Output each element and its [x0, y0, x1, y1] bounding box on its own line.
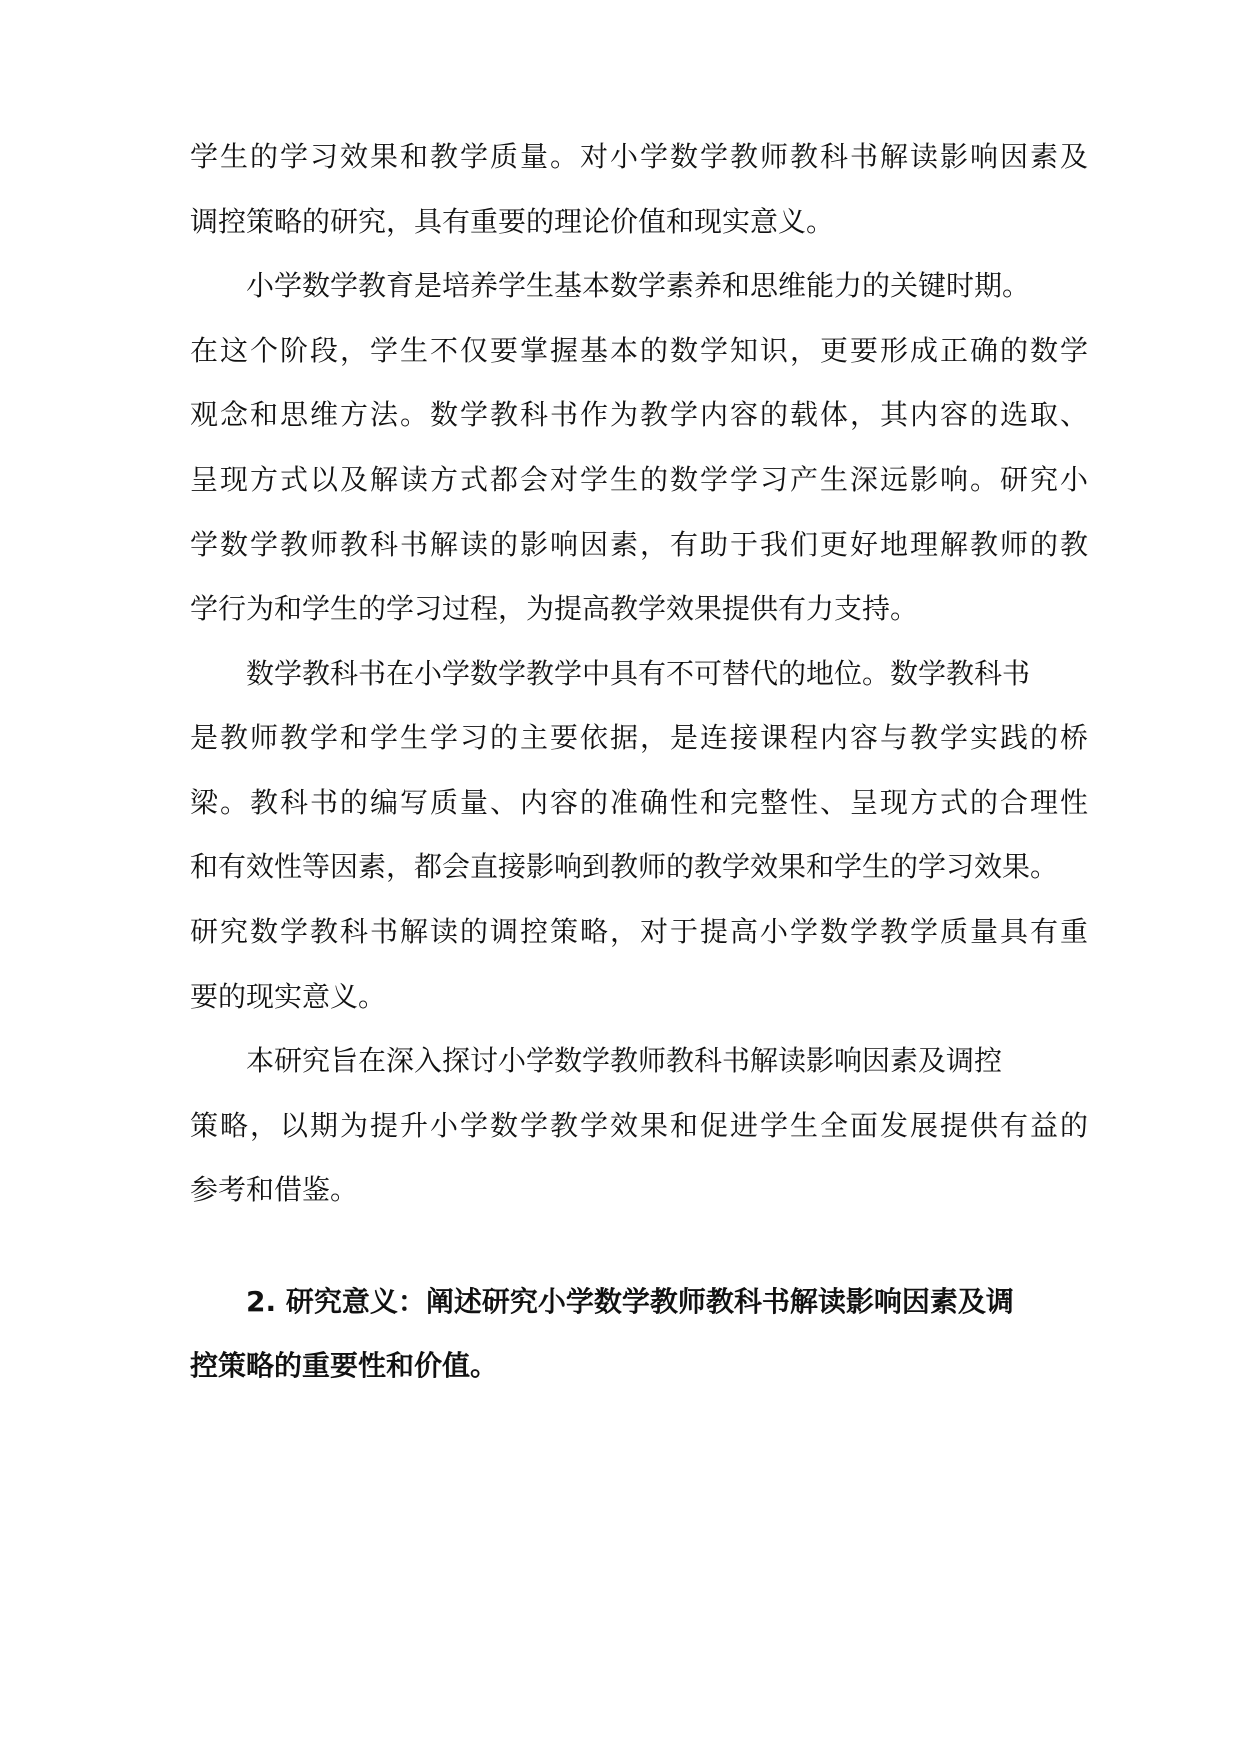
- section-heading-line-2: 控策略的重要性和价值。: [190, 1349, 499, 1382]
- paragraph-line: 小学数学教育是培养学生基本数学素养和思维能力的关键时期。: [246, 269, 1031, 302]
- paragraph-line: 要的现实意义。: [190, 980, 387, 1013]
- paragraph-line: 呈现方式以及解读方式都会对学生的数学学习产生深远影响。研究小: [190, 463, 1091, 496]
- paragraph-line: 学行为和学生的学习过程，为提高教学效果提供有力支持。: [190, 592, 919, 625]
- paragraph-line: 数学教科书在小学数学教学中具有不可替代的地位。数学教科书: [246, 657, 1031, 690]
- paragraph-line: 策略，以期为提升小学数学教学效果和促进学生全面发展提供有益的: [190, 1109, 1091, 1142]
- paragraph-line: 学生的学习效果和教学质量。对小学数学教师教科书解读影响因素及: [190, 140, 1091, 173]
- paragraph-line: 参考和借鉴。: [190, 1173, 359, 1206]
- paragraph-line: 学数学教师教科书解读的影响因素，有助于我们更好地理解教师的教: [190, 528, 1091, 561]
- paragraph-line: 研究数学教科书解读的调控策略，对于提高小学数学教学质量具有重: [190, 915, 1091, 948]
- paragraph-line: 本研究旨在深入探讨小学数学教师教科书解读影响因素及调控: [246, 1044, 1003, 1077]
- paragraph-line: 观念和思维方法。数学教科书作为教学内容的载体，其内容的选取、: [190, 398, 1091, 431]
- paragraph-line: 和有效性等因素，都会直接影响到教师的教学效果和学生的学习效果。: [190, 850, 1059, 883]
- paragraph-line: 梁。教科书的编写质量、内容的准确性和完整性、呈现方式的合理性: [190, 786, 1091, 819]
- section-heading-line-1: 2. 研究意义：阐述研究小学数学教师教科书解读影响因素及调: [246, 1285, 1014, 1318]
- paragraph-line: 是教师教学和学生学习的主要依据，是连接课程内容与教学实践的桥: [190, 721, 1091, 754]
- paragraph-line: 在这个阶段，学生不仅要掌握基本的数学知识，更要形成正确的数学: [190, 334, 1091, 367]
- paragraph-line: 调控策略的研究，具有重要的理论价值和现实意义。: [190, 205, 835, 238]
